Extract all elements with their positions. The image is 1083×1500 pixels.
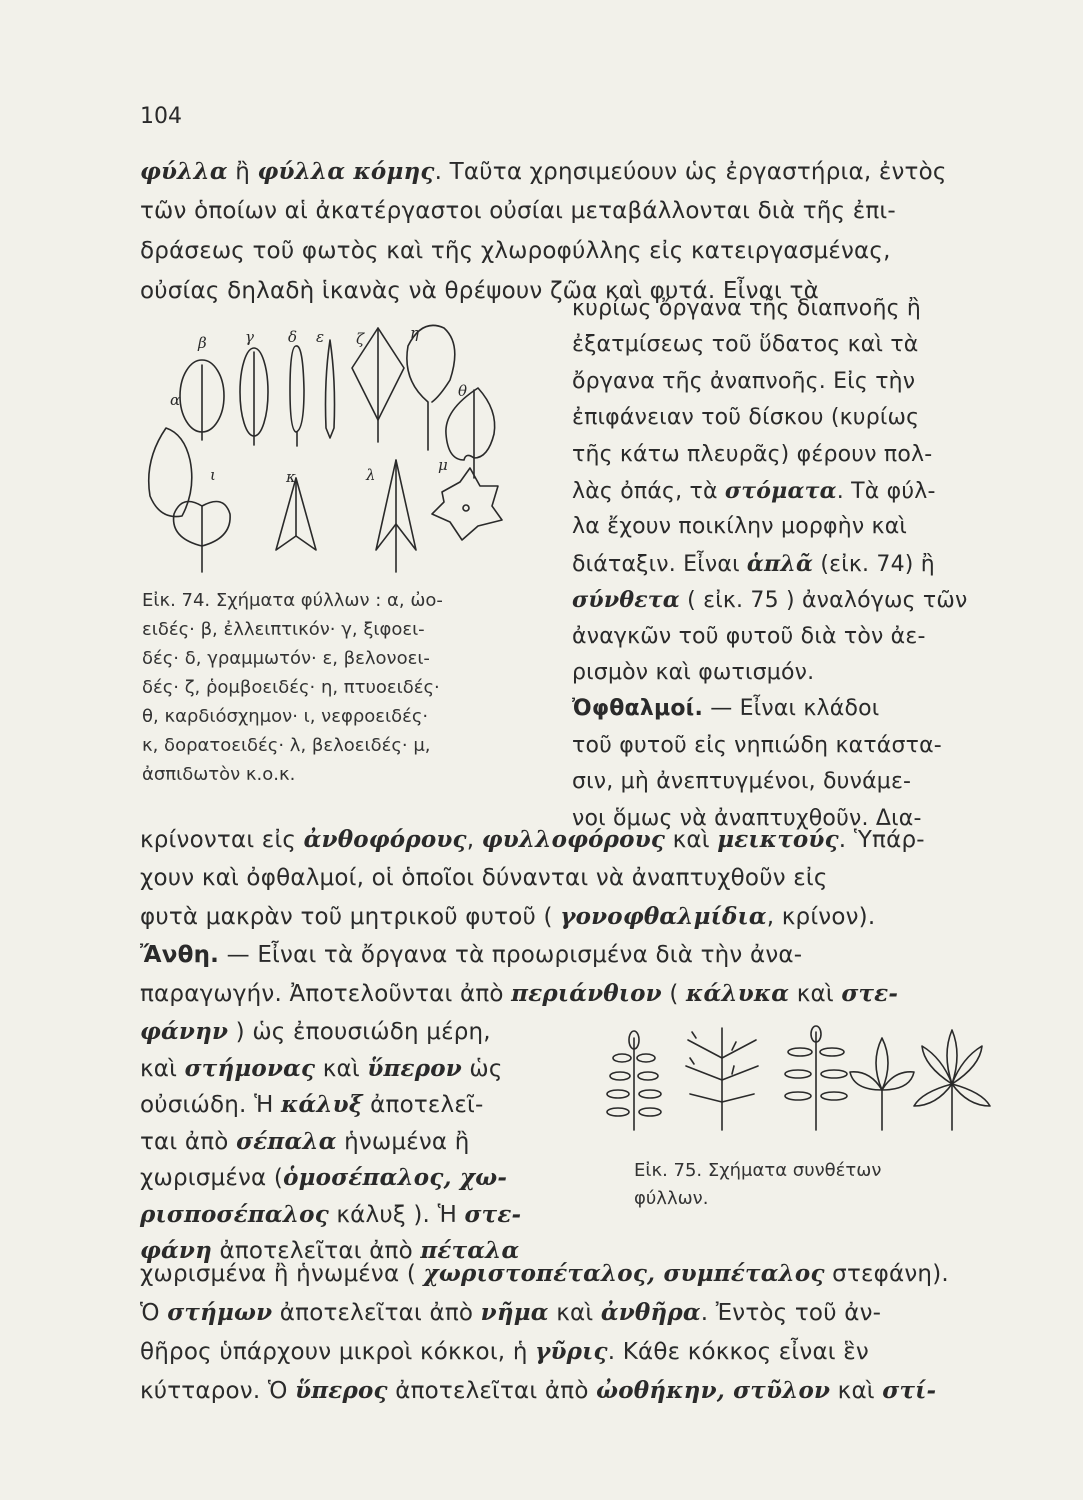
- text-line: [572, 551, 935, 577]
- term-italic: ὁμοσέπαλος, χω-: [283, 1164, 508, 1191]
- text-line: [140, 1164, 507, 1191]
- caption-line: Εἰκ. 75. Σχήματα συνθέτων: [634, 1160, 882, 1181]
- term-italic: μεικτούς: [717, 826, 839, 853]
- text-run: ἀποτελεῖται ἀπὸ: [387, 1378, 597, 1404]
- text-line: [140, 1018, 491, 1045]
- text-run: ἢ: [227, 159, 258, 185]
- text-run: . Ἐντὸς τοῦ ἀν-: [700, 1300, 882, 1326]
- term-italic: φάνην: [140, 1018, 229, 1045]
- term-italic: ρισποσέπαλος: [140, 1200, 329, 1228]
- text-line: [572, 405, 919, 430]
- text-line: [140, 1055, 503, 1082]
- text-run: (: [661, 981, 687, 1007]
- text-line: [140, 980, 898, 1007]
- heading-bold: Ὀφθαλμοί.: [572, 696, 704, 722]
- text-run: — Εἶναι τὰ ὄργανα τὰ προωρισμένα διὰ τὴν ἀνα-: [219, 941, 803, 968]
- text-line: [140, 1091, 483, 1118]
- text-run: ἡνωμένα ἢ: [336, 1128, 470, 1155]
- figure-75-compound-leaves: [592, 1018, 992, 1143]
- text-run: ,: [466, 827, 482, 853]
- text-run: κρίνονται εἰς: [140, 827, 304, 853]
- leaf-linear: [290, 346, 304, 432]
- term-italic: στε-: [841, 980, 899, 1007]
- text-line: [572, 624, 926, 649]
- text-line: [572, 733, 942, 758]
- term-italic: ὕπερος: [295, 1377, 388, 1404]
- text-run: οὐσίας δηλαδὴ ἱκανὰς νὰ θρέψουν ζῶα καὶ φυτά. Εἶναι τὰ: [140, 278, 819, 304]
- term-italic: στόματα: [724, 478, 837, 504]
- term-italic: φυλλοφόρους: [481, 826, 666, 853]
- text-run: ) ὡς ἐπουσιώδη μέρη,: [228, 1019, 491, 1045]
- text-line: [140, 238, 891, 264]
- text-run: καὶ: [315, 1055, 368, 1082]
- fig74-label-e: ε: [316, 328, 325, 346]
- text-line: [140, 1201, 521, 1228]
- term-italic: περιάνθιον: [511, 980, 662, 1007]
- text-run: τοῦ φυτοῦ εἰς νηπιώδη κατάστα-: [572, 732, 942, 758]
- text-run: τῶν ὁποίων αἱ ἀκατέργαστοι οὐσίαι μεταβάλλονται διὰ τῆς ἐπι-: [140, 198, 896, 224]
- fig74-label-d: δ: [288, 328, 298, 346]
- text-line: [140, 158, 947, 185]
- text-run: . Ὑπάρ-: [838, 827, 925, 853]
- text-run: οὐσιώδη. Ἡ: [140, 1092, 281, 1118]
- text-run: καὶ: [665, 827, 718, 853]
- text-line: [572, 332, 919, 357]
- leaf-needle: [326, 340, 335, 438]
- caption-line: Εἰκ. 74. Σχήματα φύλλων : α, ὠο-: [142, 590, 443, 611]
- text-run: ρισμὸν καὶ φωτισμόν.: [572, 660, 815, 685]
- text-line: [140, 198, 896, 224]
- text-run: λα ἔχουν ποικίλην μορφὴν καὶ: [572, 514, 908, 540]
- text-run: σιν, μὴ ἀνεπτυγμένοι, δυνάμε-: [572, 769, 912, 795]
- text-run: κύτταρον. Ὁ: [140, 1378, 296, 1404]
- term-italic: στε-: [464, 1200, 522, 1228]
- fig74-label-h: η: [410, 324, 419, 342]
- fig74-label-b: β: [198, 334, 207, 352]
- text-run: Ὁ: [140, 1300, 168, 1326]
- text-line: [140, 865, 828, 891]
- text-run: . Ταῦτα χρησιμεύουν ὡς ἐργαστήρια, ἐντὸς: [434, 159, 947, 185]
- caption-line: φύλλων.: [634, 1188, 709, 1209]
- fig74-label-c: γ: [245, 328, 254, 346]
- text-run: φυτὰ μακρὰν τοῦ μητρικοῦ φυτοῦ (: [140, 904, 561, 930]
- caption-line: δές· δ, γραμμωτόν· ε, βελονοει-: [142, 648, 430, 669]
- term-italic: σύνθετα: [572, 587, 680, 614]
- heading-bold: Ἄνθη.: [140, 941, 220, 968]
- term-italic: γονοφθαλμίδια: [560, 903, 767, 930]
- text-run: κάλυξ ). Ἡ: [328, 1201, 465, 1228]
- term-italic: κάλυκα: [686, 980, 790, 1007]
- text-run: . Κάθε κόκκος εἶναι ἓν: [607, 1339, 869, 1365]
- text-line: [140, 942, 802, 968]
- term-italic: ὕπερον: [367, 1054, 462, 1082]
- text-run: ὡς: [461, 1055, 503, 1082]
- text-line: [140, 903, 875, 930]
- term-italic: νῆμα: [480, 1299, 549, 1326]
- text-line: [140, 1128, 470, 1155]
- text-run: καὶ: [140, 1055, 185, 1082]
- text-run: (εἰκ. 74) ἢ: [813, 551, 935, 577]
- text-run: ( εἰκ. 75 ) ἀναλόγως τῶν: [679, 588, 968, 614]
- leaf-spatulate: [407, 325, 455, 450]
- text-line: [572, 442, 932, 467]
- text-run: διάταξιν. Εἶναι: [572, 551, 747, 577]
- text-run: θῆρος ὑπάρχουν μικροὶ κόκκοι, ἡ: [140, 1339, 536, 1365]
- page-number: 104: [140, 104, 182, 129]
- text-run: . Τὰ φύλ-: [836, 479, 936, 504]
- text-run: ἐπιφάνειαν τοῦ δίσκου (κυρίως: [572, 405, 920, 431]
- text-run: στεφάνη).: [824, 1261, 949, 1287]
- text-line: [572, 369, 915, 394]
- term-italic: ἀνθοφόρους: [303, 826, 467, 853]
- text-line: [572, 296, 921, 321]
- fig74-label-i: ι: [210, 466, 216, 484]
- term-italic: ὠοθήκην, στῦλον: [596, 1377, 831, 1404]
- fig74-label-a: α: [170, 391, 181, 409]
- figure-74-leaf-shapes: [140, 310, 530, 580]
- text-run: παραγωγήν. Ἀποτελοῦνται ἀπὸ: [140, 981, 512, 1007]
- text-run: ἀποτελεῖ-: [362, 1092, 484, 1118]
- text-run: λὰς ὀπάς, τὰ: [572, 479, 725, 504]
- text-run: τῆς κάτω πλευρᾶς) φέρουν πολ-: [572, 441, 933, 467]
- text-line: [140, 1377, 936, 1404]
- text-run: ὄργανα τῆς ἀναπνοῆς. Εἰς τὴν: [572, 368, 916, 394]
- text-run: καὶ: [548, 1300, 601, 1326]
- caption-line: θ, καρδιόσχημον· ι, νεφροειδές·: [142, 706, 429, 727]
- text-line: [572, 696, 879, 721]
- term-italic: στί-: [882, 1377, 937, 1404]
- text-run: ἀναγκῶν τοῦ φυτοῦ διὰ τὸν ἀε-: [572, 623, 926, 649]
- fig74-label-l: λ: [366, 466, 376, 484]
- text-run: καὶ: [789, 981, 842, 1007]
- leaf-cordate: [446, 388, 495, 460]
- text-run: ἀποτελεῖται ἀπὸ: [272, 1300, 481, 1326]
- text-line: [140, 1338, 869, 1365]
- text-line: [140, 1260, 949, 1287]
- term-italic: ἀνθῆρα: [600, 1299, 701, 1326]
- text-line: [572, 660, 814, 685]
- term-italic: χωριστοπέταλος, συμπέταλος: [423, 1260, 825, 1287]
- caption-line: ειδές· β, ἐλλειπτικόν· γ, ξιφοει-: [142, 619, 425, 640]
- term-italic: ἁπλᾶ: [746, 550, 814, 577]
- text-run: νοι ὅμως νὰ ἀναπτυχθοῦν. Δια-: [572, 805, 922, 831]
- caption-line: ἀσπιδωτὸν κ.ο.κ.: [142, 764, 296, 785]
- term-italic: φύλλα: [140, 158, 228, 185]
- text-run: ἐξατμίσεως τοῦ ὕδατος καὶ τὰ: [572, 332, 919, 358]
- term-italic: στήμονας: [184, 1054, 316, 1082]
- text-line: [572, 587, 967, 613]
- term-italic: φάνη: [140, 1237, 212, 1264]
- term-italic: στήμων: [167, 1299, 273, 1326]
- fig74-label-th: θ: [458, 382, 468, 400]
- term-italic: σέπαλα: [236, 1127, 337, 1155]
- text-run: δράσεως τοῦ φωτὸς καὶ τῆς χλωροφύλλης εἰς κατειργασμένας,: [140, 238, 891, 264]
- text-run: καὶ: [830, 1378, 883, 1404]
- text-line: [572, 478, 936, 504]
- text-run: ται ἀπὸ: [140, 1128, 237, 1155]
- caption-line: κ, δορατοειδές· λ, βελοειδές· μ,: [142, 735, 431, 756]
- text-line: [572, 514, 907, 539]
- text-run: ἀποτελεῖται ἀπὸ: [212, 1238, 421, 1264]
- term-italic: πέταλα: [420, 1237, 520, 1264]
- fig74-label-m: μ: [438, 456, 448, 474]
- text-run: — Εἶναι κλάδοι: [703, 696, 880, 722]
- text-run: χωρισμένα (: [140, 1165, 284, 1191]
- caption-line: δές· ζ, ῥομβοειδές· η, πτυοειδές·: [142, 677, 440, 698]
- leaf-peltate: [432, 468, 502, 540]
- text-run: χωρισμένα ἢ ἡνωμένα (: [140, 1261, 424, 1287]
- term-italic: γῦρις: [535, 1338, 608, 1365]
- term-italic: φύλλα κόμης: [257, 158, 435, 185]
- text-run: χουν καὶ ὀφθαλμοί, οἱ ὁποῖοι δύνανται νὰ ἀναπτυχθοῦν εἰς: [140, 864, 828, 891]
- term-italic: κάλυξ: [281, 1091, 363, 1118]
- leaf-ovate-large: [149, 428, 192, 517]
- text-line: [140, 826, 925, 853]
- text-line: [140, 1299, 881, 1326]
- fig74-label-k: κ: [286, 468, 296, 486]
- text-run: , κρίνον).: [766, 904, 876, 930]
- text-run: κυρίως ὄργανα τῆς διαπνοῆς ἢ: [572, 296, 922, 321]
- fig74-label-z: ζ: [356, 330, 365, 348]
- text-line: [572, 769, 911, 794]
